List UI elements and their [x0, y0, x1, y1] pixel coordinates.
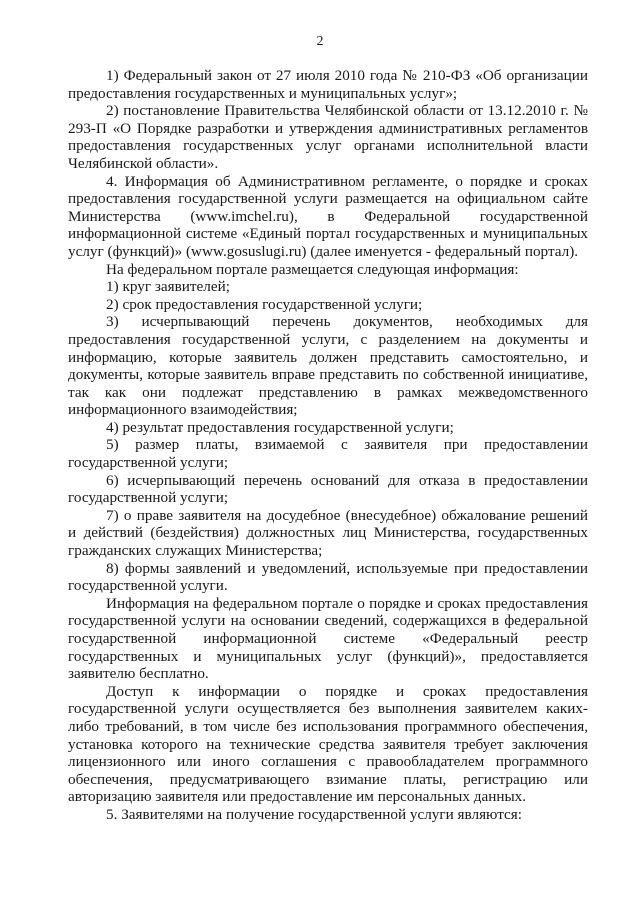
list-item-fee: 5) размер платы, взимаемой с заявителя при предоставлении государственной услуги; — [68, 436, 588, 472]
document-body — [68, 67, 588, 824]
list-item-result: 4) результат предоставления государственной услуги; — [106, 418, 454, 436]
paragraph-section-4: 4. Информация об Административном регламенте, о порядке и сроках предоставления государственной услуги размещается на официальном сайте Министерства (www.imchel.ru), в Федеральной государственной информационной системе «Единый портал государственных и муниципальных услуг (функций)» (www.gosuslugi.ru) (далее именуется - федеральный портал). — [68, 172, 588, 260]
list-item-term: 2) срок предоставления государственной услуги; — [106, 295, 423, 313]
list-item-forms: 8) формы заявлений и уведомлений, используемые при предоставлении государственной услуги. — [68, 559, 588, 595]
paragraph-regional-resolution: 2) постановление Правительства Челябинской области от 13.12.2010 г. № 293-П «О Порядке разработки и утверждения административных регламентов предоставления государственных услуг органами исполнительной власти Челябинской области». — [68, 102, 588, 172]
paragraph-section-5: 5. Заявителями на получение государственной услуги являются: — [106, 805, 522, 823]
list-item-appeal-right: 7) о праве заявителя на досудебное (внесудебное) обжалование решений и действий (бездействия) должностных лиц Министерства, государственных гражданских служащих Министерства; — [68, 506, 588, 560]
page-number: 2 — [316, 34, 324, 49]
paragraph-free-info: Информация на федеральном портале о порядке и сроках предоставления государственной услуги на основании сведений, содержащихся в федеральной государственной информационной системе «Федеральный реестр государственных и муниципальных услуг (функций)», предоставляется заявителю бесплатно. — [68, 594, 588, 683]
paragraph-federal-law: 1) Федеральный закон от 27 июля 2010 года № 210-ФЗ «Об организации предоставления государственных и муниципальных услуг»; — [68, 67, 588, 102]
list-item-documents: 3) исчерпывающий перечень документов, необходимых для предоставления государственной услуги, с разделением на документы и информацию, которые заявитель должен представить самостоятельно, и документы, которые заявитель вправе представить по собственной инициативе, так как они подлежат представлению в рамках межведомственного информационного взаимодействия; — [68, 313, 588, 419]
paragraph-access-conditions: Доступ к информации о порядке и сроках предоставления государственной услуги осуществляется без выполнения заявителем каких-либо требований, в том числе без использования программного обеспечения, установка которого на технические средства заявителя требует заключения лицензионного или иного соглашения с правообладателем программного обеспечения, предусматривающего взимание платы, регистрацию или авторизацию заявителя или предоставление им персональных данных. — [68, 682, 588, 806]
list-item-refusal-grounds: 6) исчерпывающий перечень оснований для отказа в предоставлении государственной услуги; — [68, 471, 588, 507]
paragraph-portal-info-intro: На федеральном портале размещается следующая информация: — [106, 260, 519, 278]
list-item-applicants: 1) круг заявителей; — [106, 278, 230, 296]
